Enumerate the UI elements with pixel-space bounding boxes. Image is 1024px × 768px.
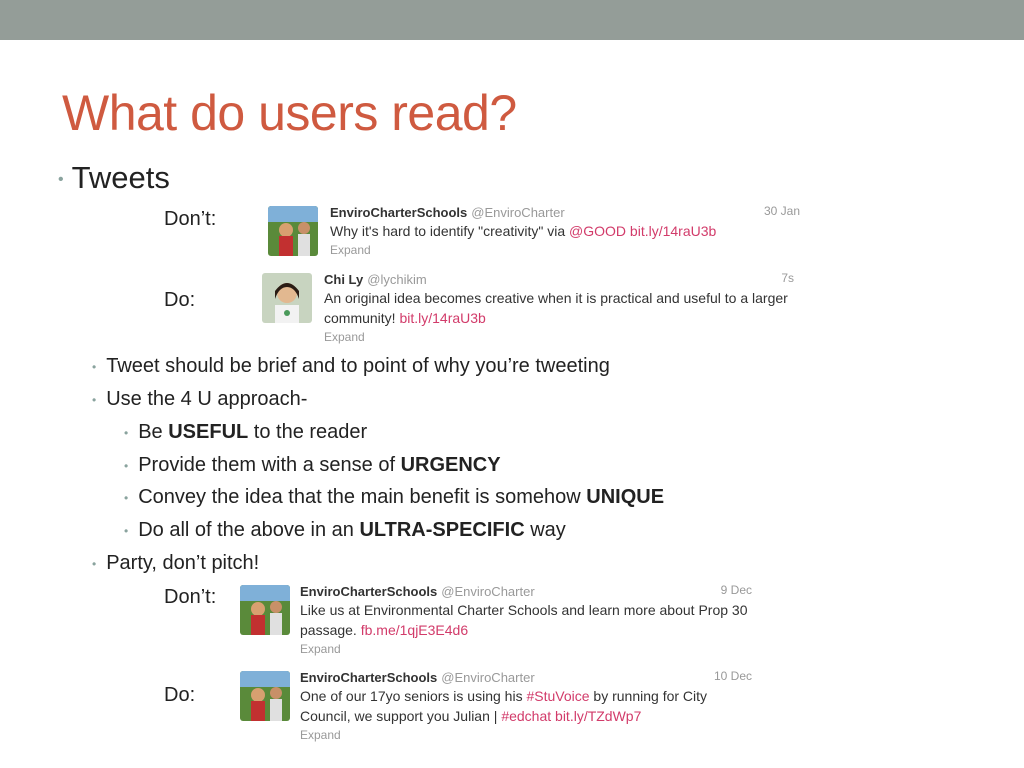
dont-label-2: Don’t:	[164, 586, 217, 608]
top-bar	[0, 0, 1024, 40]
bullet-icon: •	[58, 170, 64, 188]
bullet-specific	[124, 519, 566, 542]
tweet-author-name[interactable]: EnviroCharterSchools	[330, 205, 468, 220]
bullet-specific-pre: Do all of the above in an	[138, 519, 360, 541]
bullet-tweets-label: Tweets	[71, 160, 170, 195]
tweet-body	[330, 204, 800, 257]
bullet-tweets	[58, 160, 170, 196]
tweet-handle[interactable]: @EnviroCharter	[441, 584, 535, 599]
bullet-approach	[92, 388, 307, 411]
tweet-handle[interactable]: @EnviroCharter	[441, 670, 535, 685]
tweet-date[interactable]: 10 Dec	[713, 669, 752, 683]
bullet-unique-pre: Convey the idea that the main benefit is somehow	[138, 486, 587, 508]
bullet-icon: •	[124, 523, 129, 538]
bullet-brief	[92, 355, 610, 378]
tweet-url-link[interactable]: bit.ly/14raU3b	[629, 223, 717, 239]
tweet-date[interactable]: 9 Dec	[720, 583, 752, 597]
tweet-url-link[interactable]: bit.ly/TZdWp7	[555, 708, 642, 724]
bullet-urgency	[124, 454, 501, 477]
avatar	[262, 273, 312, 323]
tweet-body	[324, 271, 794, 344]
tweet-text: One of our 17yo seniors is using his	[300, 688, 527, 704]
bullet-icon: •	[92, 359, 97, 374]
bullet-icon: •	[124, 458, 129, 473]
avatar	[240, 671, 290, 721]
bullet-unique	[124, 486, 664, 509]
tweet-expand-link[interactable]: Expand	[300, 728, 341, 742]
tweet-hashtag-link[interactable]: #StuVoice	[526, 688, 590, 704]
tweet-author-name[interactable]: EnviroCharterSchools	[300, 670, 438, 685]
bullet-party-text: Party, don’t pitch!	[106, 552, 260, 574]
tweet-date[interactable]: 30 Jan	[763, 204, 800, 218]
avatar	[268, 206, 318, 256]
tweet-handle[interactable]: @lychikim	[367, 272, 427, 287]
tweet-expand-link[interactable]: Expand	[330, 243, 371, 257]
bullet-useful-bold: USEFUL	[168, 421, 249, 443]
tweet-hashtag-link[interactable]: #edchat	[501, 708, 552, 724]
bullet-specific-post: way	[524, 519, 566, 541]
tweet-author-name[interactable]: Chi Ly	[324, 272, 364, 287]
do-label-1: Do:	[164, 289, 196, 311]
dont-label-1: Don’t:	[164, 208, 217, 230]
bullet-approach-text: Use the 4 U approach-	[106, 388, 308, 410]
tweet-handle[interactable]: @EnviroCharter	[471, 205, 565, 220]
tweet-date[interactable]: 7s	[781, 271, 794, 285]
bullet-specific-bold: ULTRA-SPECIFIC	[359, 519, 525, 541]
bullet-icon: •	[124, 425, 129, 440]
bullet-urgency-pre: Provide them with a sense of	[138, 454, 401, 476]
tweet-expand-link[interactable]: Expand	[300, 642, 341, 656]
tweet-text: An original idea becomes creative when it is practical and useful to a larger community!	[324, 290, 788, 326]
tweet-url-link[interactable]: bit.ly/14raU3b	[399, 310, 486, 326]
bullet-useful-pre: Be	[138, 421, 169, 443]
tweet-expand-link[interactable]: Expand	[324, 330, 365, 344]
bullet-icon: •	[92, 392, 97, 407]
bullet-icon: •	[92, 556, 97, 571]
bullet-useful-post: to the reader	[248, 421, 368, 443]
do-label-2: Do:	[164, 684, 196, 706]
bullet-brief-text: Tweet should be brief and to point of why you’re tweeting	[106, 355, 610, 377]
slide-title: What do users read?	[62, 85, 517, 141]
tweet-text-cont: by running for City Council, we support you Julian |	[300, 688, 708, 724]
tweet-mention-link[interactable]: @GOOD	[569, 223, 627, 239]
tweet-author-name[interactable]: EnviroCharterSchools	[300, 584, 438, 599]
bullet-unique-bold: UNIQUE	[586, 486, 665, 508]
tweet-body	[300, 583, 752, 656]
tweet-text: Why it's hard to identify "creativity" via	[330, 223, 570, 239]
avatar	[240, 585, 290, 635]
bullet-urgency-bold: URGENCY	[400, 454, 501, 476]
tweet-body	[300, 669, 752, 742]
tweet-text: Like us at Environmental Charter Schools and learn more about Prop 30 passage.	[300, 602, 748, 638]
tweet-url-link[interactable]: fb.me/1qjE3E4d6	[360, 622, 469, 638]
bullet-party	[92, 552, 259, 575]
bullet-useful	[124, 421, 367, 444]
bullet-icon: •	[124, 490, 129, 505]
